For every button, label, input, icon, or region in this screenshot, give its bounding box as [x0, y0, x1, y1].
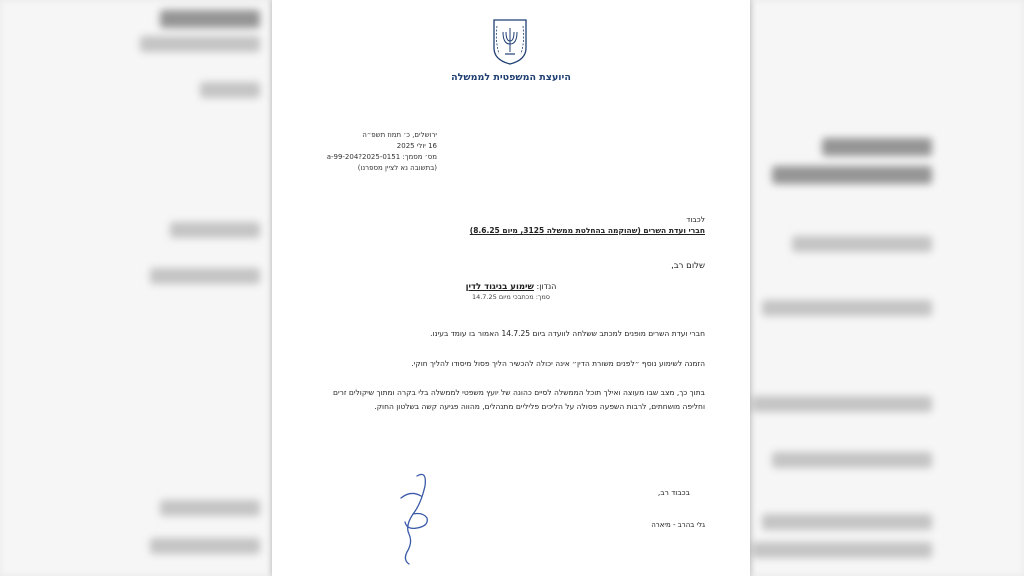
blurred-background-right — [752, 0, 1024, 576]
blurred-text-line — [160, 10, 260, 28]
blurred-text-line — [200, 82, 260, 98]
blurred-text-line — [772, 452, 932, 468]
blurred-text-line — [762, 514, 932, 530]
body-paragraph: חברי ועדת השרים מופנים למכתב ששלחה לוועדה ביום 14.7.25 האמור בו עומד בעינו. — [430, 329, 705, 338]
blurred-text-line — [752, 542, 932, 558]
signer-name: גלי בהרב - מיארה — [651, 521, 705, 529]
date-gregorian: 16 יולי 2025 — [396, 142, 437, 150]
state-emblem-icon — [490, 16, 530, 66]
letter-meta — [277, 130, 437, 174]
addressee-honor: לכבוד — [686, 215, 705, 224]
blurred-text-line — [762, 300, 932, 316]
blurred-text-line — [150, 538, 260, 554]
date-hebrew: ירושלים, כ׳ תמוז תשפ״ה — [362, 131, 437, 139]
blurred-text-line — [140, 36, 260, 52]
blurred-text-line — [170, 222, 260, 238]
blurred-text-line — [150, 268, 260, 284]
subject-reference-prefix: סמך: — [535, 293, 551, 301]
subject-block — [272, 282, 750, 301]
blurred-background-left — [0, 0, 272, 576]
addressee-recipients: חברי ועדת השרים (שהוקמה בהחלטת ממשלה 3125, מיום 8.6.25) — [469, 226, 705, 235]
greeting: שלום רב, — [671, 261, 705, 271]
blurred-text-line — [792, 236, 932, 252]
subject-prefix: הנדון: — [536, 282, 557, 291]
closing: בכבוד רב, — [657, 488, 690, 497]
blurred-text-line — [752, 396, 932, 412]
subject-title: שימוע בניגוד לדין — [465, 282, 534, 292]
subject-reference: מכתבכי מיום 14.7.25 — [471, 293, 534, 301]
reply-note: (בתשובה נא לציין מספרנו) — [357, 164, 437, 172]
document-reference: מס׳ מסמך: 2025-0151?a-99-204 — [326, 153, 437, 161]
body-paragraph: בתוך כך, מצב שבו מעוצה ואילך תוכל הממשלה לסיים כהונה של יועץ משפטי לממשלה בלי בקרה ומתוך שיקולים זרים וחליפה מושחתים, לרבות השפעה פסולה על הליכים פליליים מתנהלים, מהווה פגיעה קשה בשלטון החוק. — [332, 388, 705, 411]
letter-page — [272, 0, 750, 576]
blurred-text-line — [822, 138, 932, 156]
addressee-block — [305, 214, 705, 236]
handwritten-signature — [387, 468, 437, 568]
office-name: היועצת המשפטית לממשלה — [451, 72, 571, 83]
blurred-text-line — [772, 166, 932, 184]
blurred-text-line — [160, 500, 260, 516]
body-paragraph: הזמנה לשימוע נוסף ״לפנים משורת הדין״ אינה יכולה להכשיר הליך פסול מיסודו להליך חוקי. — [411, 359, 705, 368]
